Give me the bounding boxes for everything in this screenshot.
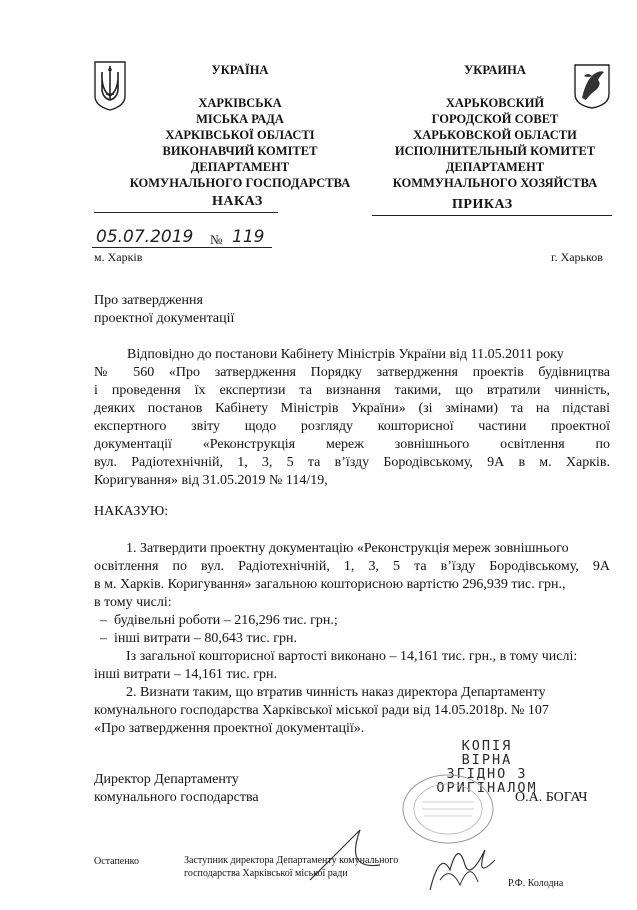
- executed: [94, 648, 610, 684]
- org-line: ХАРЬКОВСКИЙ: [445, 96, 545, 110]
- item-1: [94, 540, 610, 612]
- org-line: КОМУНАЛЬНОГО ГОСПОДАРСТВА: [129, 176, 351, 190]
- org-line: ДЕПАРТАМЕНТ: [190, 160, 290, 174]
- preamble-line: і проведення їх експертизи та визнання такими, що втратили чинність,: [94, 383, 610, 398]
- header-right: [375, 62, 615, 191]
- country-name: УКРАЇНА: [211, 63, 269, 77]
- position-line: Директор Департаменту: [94, 772, 239, 787]
- signatory-name: О.А. БОГАЧ: [515, 790, 588, 805]
- signatory-position: [94, 771, 259, 807]
- divider: [372, 215, 612, 216]
- deputy-line: Заступник директора Департаменту комунального: [184, 855, 399, 866]
- list-item: – будівельні роботи – 216,296 тис. грн.;: [100, 613, 338, 628]
- item-line: «Про затвердження проектної документації».: [94, 721, 365, 736]
- country-name: УКРАИНА: [464, 63, 526, 77]
- list-item: – інші витрати – 80,643 тис. грн.: [100, 631, 297, 646]
- preamble-line: Коригування» від 31.05.2019 № 114/19,: [94, 473, 328, 488]
- preamble-line: експертного звіту щодо розгляду кошторисної частини проектної: [94, 419, 610, 434]
- stamp-line: КОПІЯ ВІРНА: [461, 738, 513, 768]
- item-line: в тому числі:: [94, 595, 172, 610]
- item-line: 1. Затвердити проектну документацію «Реконструкція мереж зовнішнього: [126, 541, 569, 556]
- deputy-name: Р.Ф. Колодна: [508, 878, 564, 889]
- place-left: м. Харків: [94, 250, 143, 264]
- doc-type-left: НАКАЗ: [212, 194, 263, 209]
- preamble: [94, 346, 610, 490]
- deputy-position: [184, 854, 398, 880]
- item-line: комунального господарства Харківської міської ради від 14.05.2018р. № 107: [94, 703, 549, 718]
- dash-icon: –: [100, 613, 114, 628]
- org-line: ГОРОДСКОЙ СОВЕТ: [431, 112, 559, 126]
- org-line: ДЕПАРТАМЕНТ: [445, 160, 545, 174]
- preamble-line: Відповідно до постанови Кабінету Міністрів України від 11.05.2011 року: [127, 347, 564, 362]
- item-2: [94, 684, 610, 738]
- stamp-line: ОРИГІНАЛОМ: [436, 780, 538, 796]
- org-line: КОММУНАЛЬНОГО ХОЗЯЙСТВА: [392, 176, 598, 190]
- org-line: ВИКОНАВЧИЙ КОМІТЕТ: [162, 144, 318, 158]
- org-line: ХАРЬКОВСКОЙ ОБЛАСТИ: [413, 128, 577, 142]
- org-line: ХАРКІВСЬКОЇ ОБЛАСТІ: [165, 128, 315, 142]
- registration-underline: [92, 247, 272, 248]
- place-right: г. Харьков: [551, 250, 603, 264]
- deputy-line: господарства Харківської міської ради: [184, 868, 348, 879]
- cost-breakdown: [100, 612, 338, 648]
- subject-line: Про затвердження: [94, 293, 203, 308]
- org-line: МІСЬКА РАДА: [196, 112, 284, 126]
- order-number: 119: [232, 227, 265, 247]
- executed-line: Із загальної кошторисної вартості виконано – 14,161 тис. грн., в тому числі:: [126, 649, 578, 664]
- divider: [94, 212, 278, 213]
- order-word: НАКАЗУЮ:: [94, 504, 169, 519]
- executor-name: Остапенко: [94, 856, 139, 867]
- header-left: [120, 62, 360, 191]
- item-line: освітлення по вул. Радіотехнічній, 1, 3, 5 та в’їзду Бородівському, 9А: [94, 559, 610, 574]
- item-line: 2. Визнати таким, що втратив чинність наказ директора Департаменту: [126, 685, 546, 700]
- number-sign: №: [210, 232, 223, 247]
- subject-line: проектної документації: [94, 311, 235, 326]
- doc-type-right: ПРИКАЗ: [452, 197, 513, 212]
- order-date: 05.07.2019: [96, 227, 194, 247]
- preamble-line: № 560 «Про затвердження Порядку затвердження проектів будівництва: [94, 365, 610, 380]
- executed-line: інші витрати – 14,161 тис. грн.: [94, 667, 277, 682]
- preamble-line: деяких постанов Кабінету Міністрів України» (зі змінами) та на підставі: [94, 401, 610, 416]
- org-line: ХАРКІВСЬКА: [198, 96, 282, 110]
- position-line: комунального господарства: [94, 790, 259, 805]
- dash-icon: –: [100, 631, 114, 646]
- preamble-line: вул. Радіотехнічній, 1, 3, 5 та в’їзду Бородівському, 9А в м. Харків.: [94, 455, 610, 470]
- preamble-line: документації «Реконструкція мереж зовнішнього освітлення по: [94, 437, 610, 452]
- org-line: ИСПОЛНИТЕЛЬНЫЙ КОМИТЕТ: [394, 144, 596, 158]
- stamp-line: ЗГІДНО З: [446, 766, 528, 782]
- item-line: в м. Харків. Коригування» загальною кошторисною вартістю 296,939 тис. грн.,: [94, 577, 566, 592]
- subject: [94, 292, 234, 328]
